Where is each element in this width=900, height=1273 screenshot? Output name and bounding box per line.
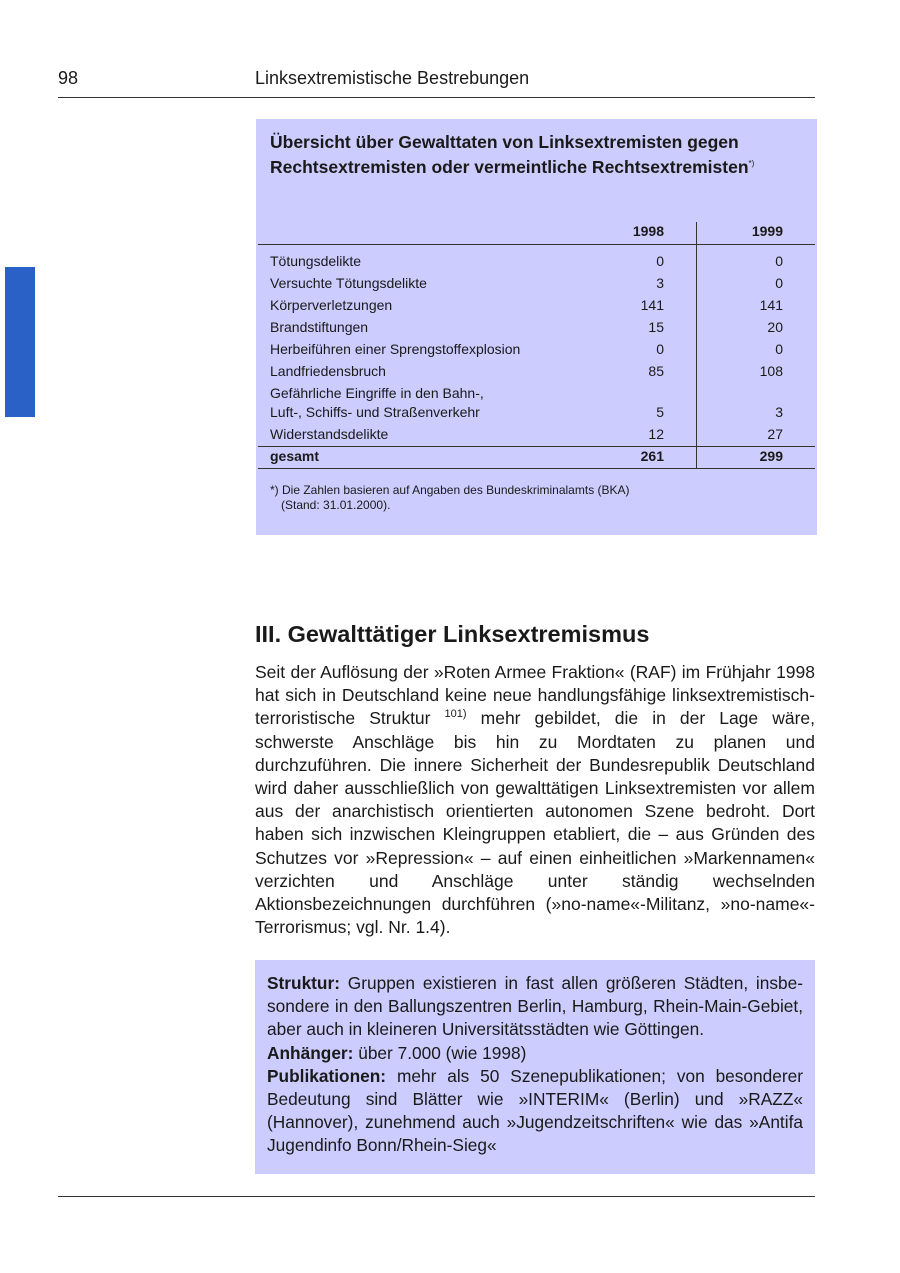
publications-label: Publikationen: (267, 1065, 387, 1086)
value-1999: 0 (775, 253, 783, 269)
header-underline (258, 244, 815, 245)
followers-label: Anhänger: (267, 1042, 354, 1063)
statistics-table-box (256, 119, 817, 535)
total-rule-bottom (258, 468, 815, 469)
table-footnote (270, 483, 630, 513)
row-label: Landfriedensbruch (270, 363, 386, 379)
value-1999: 3 (775, 404, 783, 420)
info-text (267, 972, 803, 1158)
value-1999: 108 (759, 363, 783, 379)
table-title-marker: *) (748, 159, 755, 168)
footnote-line-2: (Stand: 31.01.2000). (281, 498, 391, 512)
chapter-marker (5, 267, 35, 417)
page-number: 98 (58, 68, 79, 88)
column-header-1998: 1998 (632, 223, 664, 239)
body-text-part-1: Seit der Auflösung der »Roten Armee Fraktion« (RAF) im Frühjahr 1998 hat sich in Deutschland keine neue handlungsfähige linksextremistisch-terroristische Struktur (255, 662, 815, 729)
row-label: Gefährliche Eingriffe in den Bahn-, (270, 385, 484, 401)
section-heading: III. Gewalttätiger Linksextremismus (255, 621, 650, 647)
publications-text: mehr als 50 Szenepublikationen; von besonderer Bedeutung sind Blätter wie »INTERIM« (Berlin) und »RAZZ« (Hannover), zunehmend auch »Jugendzeitschriften« wie das »Antifa Jugendinfo Bonn/Rhein-Sieg« (267, 1065, 803, 1156)
running-header: Linksextremistische Bestrebungen (255, 68, 530, 88)
value-1999: 141 (759, 297, 783, 313)
value-1999: 0 (775, 341, 783, 357)
structure-label: Struktur: (267, 973, 340, 993)
structure-entry (267, 972, 803, 1042)
value-1999: 0 (775, 275, 783, 291)
total-1998: 261 (640, 448, 664, 464)
header-rule (58, 97, 815, 98)
total-1999: 299 (759, 448, 783, 464)
value-1998: 5 (656, 404, 664, 420)
row-label: Herbeiführen einer Sprengstoffexplosion (270, 341, 521, 357)
row-label: Körperverletzungen (270, 297, 393, 313)
row-label: Widerstandsdelikte (270, 426, 389, 442)
value-1998: 15 (648, 319, 664, 335)
footnote-line-1: *) Die Zahlen basieren auf Angaben des Bundeskriminalamts (BKA) (270, 483, 630, 497)
value-1998: 85 (648, 363, 664, 379)
value-1998: 141 (640, 297, 664, 313)
structure-text: Gruppen existieren in fast allen größeren Städten, insbesondere in den Ballungszentren Berlin, Hamburg, Rhein-Main-Gebiet, aber auch in kleineren Universitätsstädten wie Göttingen. (267, 973, 803, 1040)
publications-entry (267, 1065, 803, 1158)
column-header-1999: 1999 (751, 223, 783, 239)
row-label-continued: Luft-, Schiffs- und Straßenverkehr (270, 404, 480, 420)
value-1998: 0 (656, 341, 664, 357)
value-1999: 27 (767, 426, 783, 442)
table-title-line-2: Rechtsextremisten oder vermeintliche Rechtsextremisten (270, 156, 749, 177)
followers-text: über 7.000 (wie 1998) (353, 1042, 527, 1063)
body-paragraph (255, 661, 815, 939)
value-1998: 12 (648, 426, 664, 442)
table-title-line-1: Übersicht über Gewalttaten von Linksextremisten gegen (270, 132, 739, 152)
row-label: Tötungsdelikte (270, 253, 362, 269)
body-text-part-2: mehr gebildet, die in der Lage wäre, schwerste Anschläge bis hin zu Mordtaten zu planen und durchzuführen. Die innere Sicherheit der Bundesrepublik Deutschland wird daher ausschließlich von gewalttätigen Linksextremisten vor allem aus der anarchistisch orientierten autonomen Szene bedroht. Dort haben sich inzwischen Kleingruppen etabliert, die – aus Gründen des Schutzes vor »Repression« – auf einen einheitlichen »Markennamen« verzichten und Anschläge unter ständig wechselnden Aktionsbezeichnungen durchführen (»no-name«-Militanz, »no-name«-Terrorismus; vgl. Nr. 1.4). (255, 708, 815, 938)
row-label: Brandstiftungen (270, 319, 369, 335)
value-1998: 3 (656, 275, 664, 291)
table-title (270, 131, 800, 178)
value-1999: 20 (767, 319, 783, 335)
row-label: Versuchte Tötungsdelikte (270, 275, 427, 291)
info-box (255, 960, 815, 1174)
total-label: gesamt (270, 448, 320, 464)
value-1998: 0 (656, 253, 664, 269)
footer-rule (58, 1196, 815, 1197)
followers-entry (267, 1042, 803, 1065)
footnote-reference: 101) (444, 708, 467, 721)
